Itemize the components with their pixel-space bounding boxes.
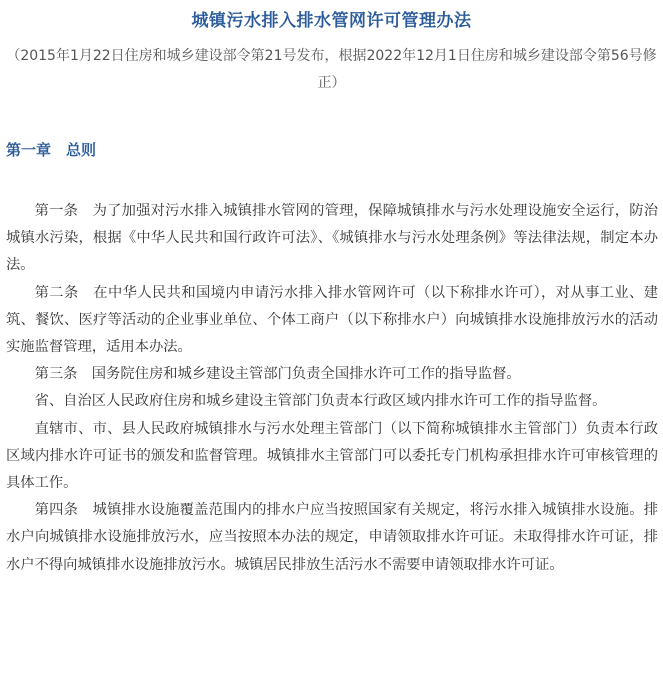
article-body bbox=[6, 198, 658, 579]
article-3-label: 第三条 bbox=[34, 366, 92, 383]
article-3-provincial-paragraph bbox=[6, 388, 658, 415]
document-title: 城镇污水排入排水管网许可管理办法 bbox=[191, 11, 472, 31]
chapter-heading: 第一章 总则 bbox=[6, 141, 97, 159]
article-3-paragraph bbox=[6, 361, 658, 388]
article-4-paragraph bbox=[6, 497, 658, 579]
article-3-municipal-paragraph bbox=[6, 416, 658, 498]
article-1-label: 第一条 bbox=[34, 203, 93, 219]
article-2-text: 在中华人民共和国境内申请污水排入排水管网许可（以下称排水许可），对从事工业、建筑、餐饮、医疗等活动的企业事业单位、个体工商户（以下称排水户）向城镇排水设施排放污水的活动实施监督管理，适用本办法。 bbox=[6, 284, 658, 356]
article-1-paragraph bbox=[6, 198, 658, 280]
article-1-text: 为了加强对污水排入城镇排水管网的管理，保障城镇排水与污水处理设施安全运行，防治城镇水污染，根据《中华人民共和国行政许可法》、《城镇排水与污水处理条例》等法律法规，制定本办法。 bbox=[6, 203, 659, 274]
article-4-text: 城镇排水设施覆盖范围内的排水户应当按照国家有关规定，将污水排入城镇排水设施。排水户向城镇排水设施排放污水，应当按照本办法的规定，申请领取排水许可证。未取得排水许可证，排水户不得向城镇排水设施排放污水。城镇居民排放生活污水不需要申请领取排水许可证。 bbox=[6, 502, 659, 573]
article-3-provincial-text: 省、自治区人民政府住房和城乡建设主管部门负责本行政区域内排水许可工作的指导监督。 bbox=[34, 393, 607, 410]
article-4-label: 第四条 bbox=[34, 502, 93, 519]
article-2-paragraph bbox=[6, 280, 658, 362]
article-3-text: 国务院住房和城乡建设主管部门负责全国排水许可工作的指导监督。 bbox=[91, 366, 521, 383]
article-2-label: 第二条 bbox=[34, 284, 94, 301]
document-subtitle: （2015年1月22日住房和城乡建设部令第21号发布，根据2022年12月1日住房和城乡建设部令第56号修正） bbox=[6, 48, 657, 91]
article-3-municipal-text: 直辖市、市、县人民政府城镇排水与污水处理主管部门（以下简称城镇排水主管部门）负责本行政区域内排水许可证书的颁发和监督管理。城镇排水主管部门可以委托专门机构承担排水许可审核管理的具体工作。 bbox=[6, 420, 658, 492]
